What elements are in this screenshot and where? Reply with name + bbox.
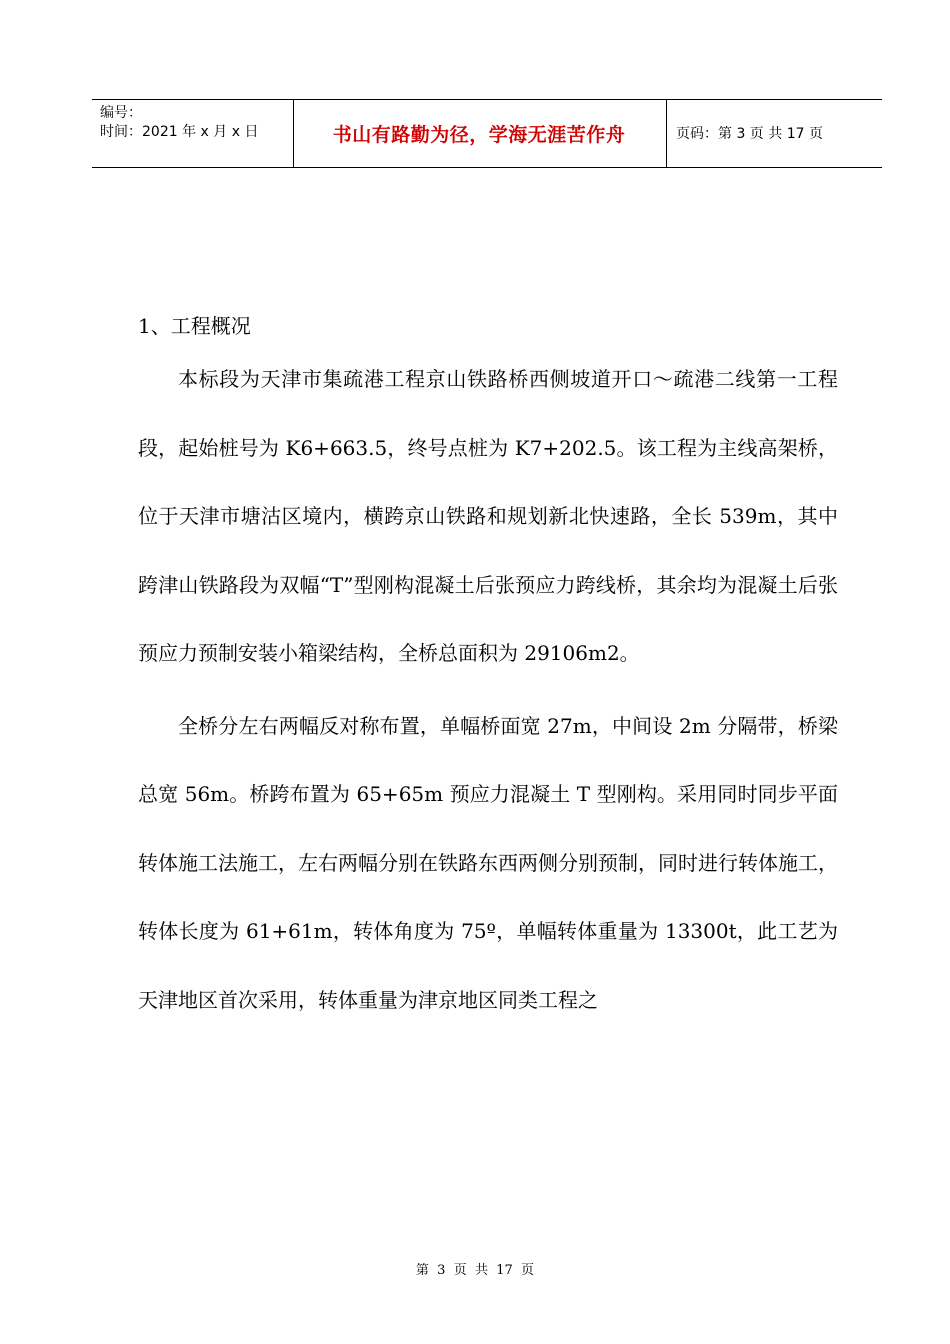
header-motto: 书山有路勤为径，学海无涯苦作舟 — [332, 123, 626, 146]
document-time-label: 时间：2021 年 x 月 x 日 — [100, 124, 259, 140]
header-page-info: 页码：第 3 页 共 17 页 — [676, 126, 823, 142]
document-body — [138, 308, 838, 1034]
header-meta — [100, 104, 258, 142]
paragraph-2: 全桥分左右两幅反对称布置，单幅桥面宽 27m，中间设 2m 分隔带，桥梁总宽 56m。桥跨布置为 65+65m 预应力混凝土 T 型刚构。采用同时同步平面转体施工法施工，左右两幅分别在铁路东西两侧分别预制，同时进行转体施工，转体长度为 61+61m，转体角度为 75º，单幅转体重量为 13300t，此工艺为天津地区首次采用，转体重量为津京地区同类工程之 — [138, 713, 838, 1012]
document-number-label: 编号： — [100, 105, 142, 121]
paragraph-1: 本标段为天津市集疏港工程京山铁路桥西侧坡道开口～疏港二线第一工程段，起始桩号为 K6+663.5，终号点桩为 K7+202.5。该工程为主线高架桥，位于天津市塘沽区境内，横跨京山铁路和规划新北快速路，全长 539m，其中跨津山铁路段为双幅“T”型刚构混凝土后张预应力跨线桥，其余均为混凝土后张预应力预制安装小箱梁结构，全桥总面积为 29106m2。 — [138, 367, 838, 665]
section-heading: 1、工程概况 — [138, 314, 251, 338]
header-bottom-rule — [92, 167, 882, 168]
page-footer: 第 3 页 共 17 页 — [415, 1263, 535, 1278]
